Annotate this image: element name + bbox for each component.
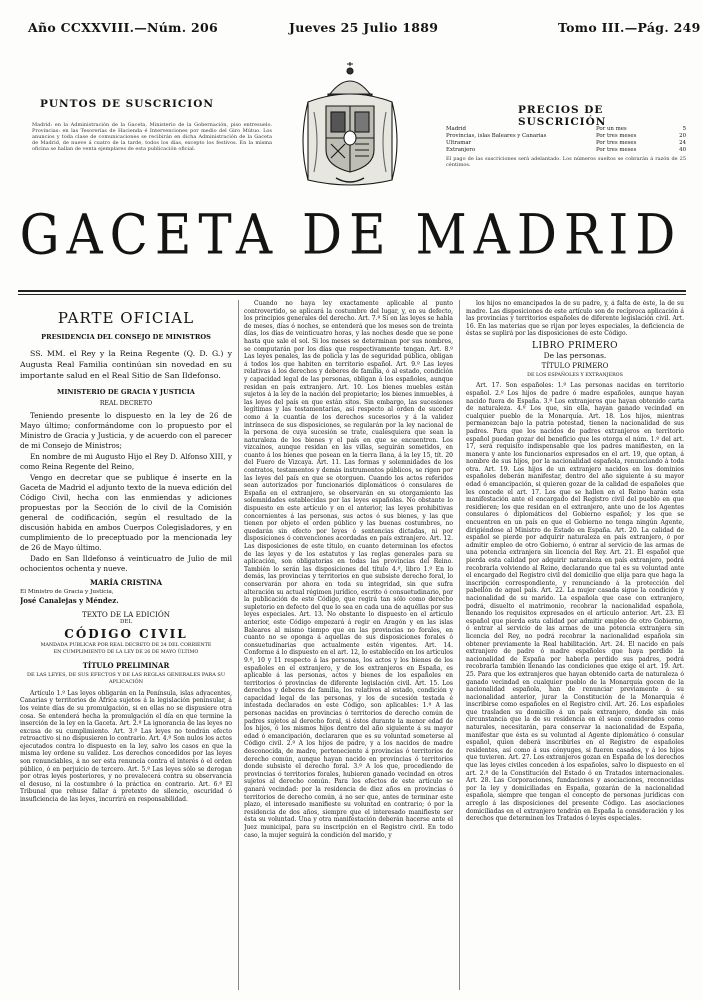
price-term: Por un mes [596,126,627,132]
price-value: 40 [679,147,686,153]
prices-heading: PRECIOS DE SUSCRICIÓN [518,104,607,128]
price-row [446,140,686,147]
price-value: 24 [679,140,686,146]
issue-number: Año CCXXVIII.—Núm. 206 [28,20,218,35]
title-rule [18,290,686,292]
presidency-heading: PRESIDENCIA DEL CONSEJO DE MINISTROS [41,333,211,341]
price-note: El pago de las suscriciones será adelantado. Los números sueltos se cobrarán á razón de 25 céntimos. [446,156,686,168]
mandate-line: MANDADA PUBLICAR POR REAL DECRETO DE 24 DEL CORRIENTE [40,642,212,648]
column-divider [238,300,239,990]
decree-heading: REAL DECRETO [99,400,153,408]
column-divider [459,300,460,990]
minister-name: José Canalejas y Méndez. [20,595,119,605]
edition-del: DEL [119,619,133,626]
column-3 [466,300,684,990]
price-term: Por tres meses [596,147,637,153]
decree-paragraph: Teniendo presente lo dispuesto en la ley de 26 de Mayo último; conformándome con lo propuesto por el Ministro de Gracia y Justicia, y de acuerdo con el parecer de mi Consejo de Ministros; [20,410,232,450]
price-place: Ultramar [446,140,472,146]
articles-intro: los hijos no emancipados la de su padre, y, á falta de éste, la de su madre. Las disposiciones de este artículo son de recíproca aplicación á las provincias y territorios españoles de diferente legislación civil. Art. 16. En las materias que se rijan por leyes especiales, la deficiencia de éstas se suplirá por las disposiciones de este Código. [466,300,684,338]
subscription-points-heading: PUNTOS DE SUSCRICION [40,98,214,110]
price-place: Provincias, islas Baleares y Canarias [446,133,547,139]
subscription-points-text: Madrid: en la Administración de la Gaceta, Ministerio de la Gobernación, piso entresuelo. Provincias: en las Tesorerías de Hacienda é Intervenciones por medio del Giro Mútuo. Los anuncios y toda clase de comunicaciones se recibirán en dicha Administración de la Gaceta de Madrid, de nueve á cuatro de la tarde, todos los días, excepto los festivos. En la misma oficina se hallan de venta ejemplares de esta publicación oficial. [32,122,272,152]
presidency-text: SS. MM. el Rey y la Reina Regente (Q. D. G.) y Augusta Real Familia continúan sin novedad en su importante salud en el Real Sitio de San Ildefonso. [20,348,232,380]
libro-heading: LIBRO PRIMERO [532,340,618,351]
mandate-line-2: EN CUMPLIMIENTO DE LA LEY DE 26 DE MAYO ÚLTIMO [53,650,199,656]
price-value: 20 [679,133,686,139]
titulo-preliminar: TÍTULO PRELIMINAR [82,660,170,670]
ministry-heading: MINISTERIO DE GRACIA Y JUSTICIA [57,387,195,396]
price-term: Por tres meses [596,133,637,139]
titulo-heading: TÍTULO PRIMERO [541,362,609,371]
titulo-subheading: DE LOS ESPAÑOLES Y EXTRANJEROS [527,372,623,378]
newspaper-title: GACETA DE MADRID [19,203,683,267]
price-row [446,147,686,154]
price-row [446,126,686,133]
price-place: Madrid [446,126,466,132]
column-2 [244,300,453,990]
price-place: Extranjero [446,147,476,153]
codigo-civil-heading: CÓDIGO CIVIL [64,626,188,641]
articles-text: Art. 17. Son españoles: 1.º Las personas nacidas en territorio español. 2.º Los hijos de padre ó madre españoles, aunque hayan nacido fuera de España. 3.º Los extranjeros que hayan obtenido carta de naturaleza. 4.º Los que, sin ella, hayan ganado vecindad en cualquier pueblo de la Monarquía. Art. 18. Los hijos, mientras permanezcan bajo la patria potestad, tienen la nacionalidad de sus padres. Para que los nacidos de padres extranjeros en territorio español puedan gozar del beneficio que les otorga el núm. 1.º del art. 17, será requisito indispensable que los padres manifiesten, en la manera y ante los funcionarios expresados en el art. 19, que optan, á nombre de sus hijos, por la nacionalidad española, renunciando á toda otra. Art. 19. Los hijos de un extranjero nacidos en los dominios españoles deberán manifestar, dentro del año siguiente á su mayor edad ó emancipación, si quieren gozar de la calidad de españoles que les concede el art. 17. Los que se hallen en el Reino harán esta manifestación ante el encargado del Registro civil del pueblo en que residieren; los que residan en el extranjero, ante uno de los Agentes consulares ó diplomáticos del Gobierno español; y los que se encuentren en un país en que el Gobierno no tenga ningún Agente, dirigiéndose al Ministro de Estado en España. Art. 20. La calidad de español se pierde por adquirir naturaleza en país extranjero, ó por admitir empleo de otro Gobierno, ó entrar al servicio de las armas de una potencia extranjera sin licencia del Rey. Art. 21. El español que pierda esta calidad por adquirir naturaleza en país extranjero, podrá recobrarla volviendo al Reino, declarando que tal es su voluntad ante el encargado del Registro civil del domicilio que elija para que haga la inscripción correspondiente, y renunciando á la protección del pabellón de aquel país. Art. 22. La mujer casada sigue la condición y nacionalidad de su marido. La española que case con extranjero, podrá, disuelto el matrimonio, recobrar la nacionalidad española, llenando los requisitos expresados en el artículo anterior. Art. 23. El español que pierda esta calidad por admitir empleo de otro Gobierno, ó entrar al servicio de las armas de una potencia extranjera sin licencia del Rey, no podrá recobrar la nacionalidad española sin obtener previamente la Real habilitación. Art. 24. El nacido en país extranjero de padre ó madre españoles que haya perdido la nacionalidad de España por haberla perdido sus padres, podrá recobrarla también llenando las condiciones que exige el art. 19. Art. 25. Para que los extranjeros que hayan obtenido carta de naturaleza ó ganado vecindad en cualquier pueblo de la Monarquía gocen de la nacionalidad española, han de renunciar previamente á su nacionalidad anterior, jurar la Constitución de la Monarquía é inscribirse como españoles en el Registro civil. Art. 26. Los españoles que trasladen su domicilio á un país extranjero, donde sin más circunstancia que la de su residencia en él sean considerados como naturales, necesitarán, para conservar la nacionalidad de España, manifestar que ésta es su voluntad al Agente diplomático ó consular español, quien deberá inscribirles en el Registro de españoles residentes, así como á sus cónyuges, si fueren casados, y á los hijos que tuvieren. Art. 27. Los extranjeros gozan en España de los derechos que las leyes civiles conceden á los españoles, salvo lo dispuesto en el art. 2.º de la Constitución del Estado ó en Tratados internacionales. Art. 28. Las Corporaciones, fundaciones y asociaciones, reconocidas por la ley y domiciliadas en España, gozarán de la nacionalidad española, siempre que tengan el concepto de personas jurídicas con arreglo á las disposiciones del presente Código. Las asociaciones domiciliadas en el extranjero tendrán en España la consideración y los derechos que determinen los Tratados ó leyes especiales. [466,382,684,823]
column-1 [20,300,232,990]
edition-heading: TEXTO DE LA EDICIÓN [81,609,171,619]
price-value: 5 [682,126,686,132]
volume-page: Tomo III.—Pág. 249 [558,20,701,35]
decree-paragraph: Dado en San Ildefonso á veinticuatro de Julio de mil ochocientos ochenta y nueve. [20,553,232,573]
articles-text: Artículo 1.º Las leyes obligarán en la Península, islas adyacentes, Canarias y territorios de África sujetos á la legislación peninsular, á los veinte días de su promulgación, si en ellas no se dispusiere otra cosa. Se entenderá hecha la promulgación el día en que termine la inserción de la ley en la Gaceta. Art. 2.º La ignorancia de las leyes no excusa de su cumplimiento. Art. 3.º Las leyes no tendrán efecto retroactivo si no dispusieren lo contrario. Art. 4.º Son nulos los actos ejecutados contra lo dispuesto en la ley, salvo los casos en que la misma ley ordene su validez. Los derechos concedidos por las leyes son renunciables, á no ser esta renuncia contra el interés ó el orden público, ó en perjuicio de tercero. Art. 5.º Las leyes sólo se derogan por otras leyes posteriores, y no prevalecerá contra su observancia el desuso, ni la costumbre ó la práctica en contrario. Art. 6.º El Tribunal que rehuse fallar á pretexto de silencio, oscuridad ó insuficiencia de las leyes, incurrirá en responsabilidad. [20,689,232,804]
price-row [446,133,686,140]
minister-label: El Ministro de Gracia y Justicia, [20,589,114,596]
decree-paragraph: Vengo en decretar que se publique é inserte en la Gaceta de Madrid el adjunto texto de la nueva edición del Código Civil, hecha con las enmiendas y adiciones propuestas por la Sección de lo civil de la Comisión general de codificación, según el resultado de la discusión habida en ambos Cuerpos Colegisladores, y en cumplimiento de lo preceptuado por la mencionada ley de 26 de Mayo último. [20,472,232,552]
price-term: Por tres meses [596,140,637,146]
articles-text: Cuando no haya ley exactamente aplicable al punto controvertido, se aplicará la costumbre del lugar, y, en su defecto, los principios generales del derecho. Art. 7.º Si en las leyes se habla de meses, días ó noches, se entenderá que los meses son de treinta días, los días de veinticuatro horas, y las noches desde que se pone hasta que sale el sol. Si los meses se determinan por sus nombres, se computarán por los días que respectivamente tengan. Art. 8.º Las leyes penales, las de policía y las de seguridad pública, obligan á todos los que habiten en territorio español. Art. 9.º Las leyes relativas á los derechos y deberes de familia, ó al estado, condición y capacidad legal de las personas, obligan á los españoles, aunque residan en país extranjero. Art. 10. Los bienes muebles están sujetos á la ley de la nación del propietario; los bienes inmuebles, á las leyes del país en que están sitos. Sin embargo, las sucesiones legítimas y las testamentarias, así respecto al orden de suceder como á la cuantía de los derechos sucesorios y á la validez intrínseca de sus disposiciones, se regularán por la ley nacional de la persona de cuya sucesión se trate, cualesquiera que sean la naturaleza de los bienes y el país en que se encuentren. Los vizcaínos, aunque residan en las villas, seguirán sometidos, en cuanto á los bienes que posean en la tierra llana, á la ley 15, tít. 20 del Fuero de Vizcaya. Art. 11. Las formas y solemnidades de los contratos, testamentos y demás instrumentos públicos, se rigen por las leyes del país en que se otorguen. Cuando los actos referidos sean autorizados por funcionarios diplomáticos ó consulares de España en el extranjero, se observarán en su otorgamiento las solemnidades establecidas por las leyes españolas. No obstante lo dispuesto en este artículo y en el anterior, las leyes prohibitivas concernientes á las personas, sus actos ó sus bienes, y las que tienen por objeto el orden público y las buenas costumbres, no quedarán sin efecto por leyes ó sentencias dictadas, ni por disposiciones ó convenciones acordadas en país extranjero. Art. 12. Las disposiciones de este título, en cuanto determinan los efectos de las leyes y de los estatutos y las reglas generales para su aplicación, son obligatorias en todas las provincias del Reino. También lo serán las disposiciones del título 4.º, libro 1.º En lo demás, las provincias y territorios en que subsiste derecho foral, lo conservarán por ahora en toda su integridad, sin que sufra alteración su actual régimen jurídico, escrito ó consuetudinario, por la publicación de este Código, que regirá tan sólo como derecho supletorio en defecto del que lo sea en cada una de aquéllas por sus leyes especiales. Art. 13. No obstante lo dispuesto en el artículo anterior, este Código empezará á regir en Aragón y en las islas Baleares al mismo tiempo que en las provincias no forales, en cuanto no se oponga á aquellas de sus disposiciones forales ó consuetudinarias que actualmente estén vigentes. Art. 14. Conforme á lo dispuesto en el art. 12, lo establecido en los artículos 9.º, 10 y 11 respecto á las personas, los actos y los bienes de los españoles en el extranjero, y de los extranjeros en España, es aplicable á las personas, actos y bienes de los españoles en territorios ó provincias de diferente legislación civil. Art. 15. Los derechos y deberes de familia, los relativos al estado, condición y capacidad legal de las personas, y los de sucesión testada é intestada declarados en este Código, son aplicables: 1.º A las personas nacidas en provincias ó territorios de derecho común de padres sujetos al derecho foral, si éstos durante la menor edad de los hijos, ó los mismos hijos dentro del año siguiente á su mayor edad ó emancipación, declararen que es su voluntad someterse al Código civil. 2.º A los hijos de padre, y a los nacidos de madre desconocida, de madre, perteneciente á provincias ó territorios de derecho común, aunque hayan nacido en provincias ó territorios donde subsiste el derecho foral. 3.º A los que, procediendo de provincias ó territorios forales, hubieren ganado vecindad en otros sujetos al derecho común. Para los efectos de este artículo se ganará vecindad: por la residencia de diez años en provincias ó territorios de derecho común, á no ser que, antes de terminar este plazo, el interesado manifieste su voluntad en contrario; ó por la residencia de dos años, siempre que el interesado manifieste ser ésta su voluntad. Una y otra manifestación deberán hacerse ante el Juez municipal, para su inscripción en el Registro civil. En todo caso, la mujer seguirá la condición del marido, y [244,300,453,839]
decree-paragraph: En nombre de mi Augusto Hijo el Rey D. Alfonso XIII, y como Reina Regente del Reino, [20,451,232,471]
issue-date: Jueves 25 Julio 1889 [289,20,439,35]
titulo-preliminar-sub: DE LAS LEYES, DE SUS EFECTOS Y DE LAS REGLAS GENERALES PARA SU APLICACIÓN [26,671,226,686]
royal-coat-of-arms [300,62,400,190]
section-heading: PARTE OFICIAL [57,309,195,327]
title-rule-thin [18,294,686,295]
royal-signature: MARÍA CRISTINA [89,577,163,587]
price-table [446,126,686,168]
libro-subheading: De las personas. [543,350,607,360]
